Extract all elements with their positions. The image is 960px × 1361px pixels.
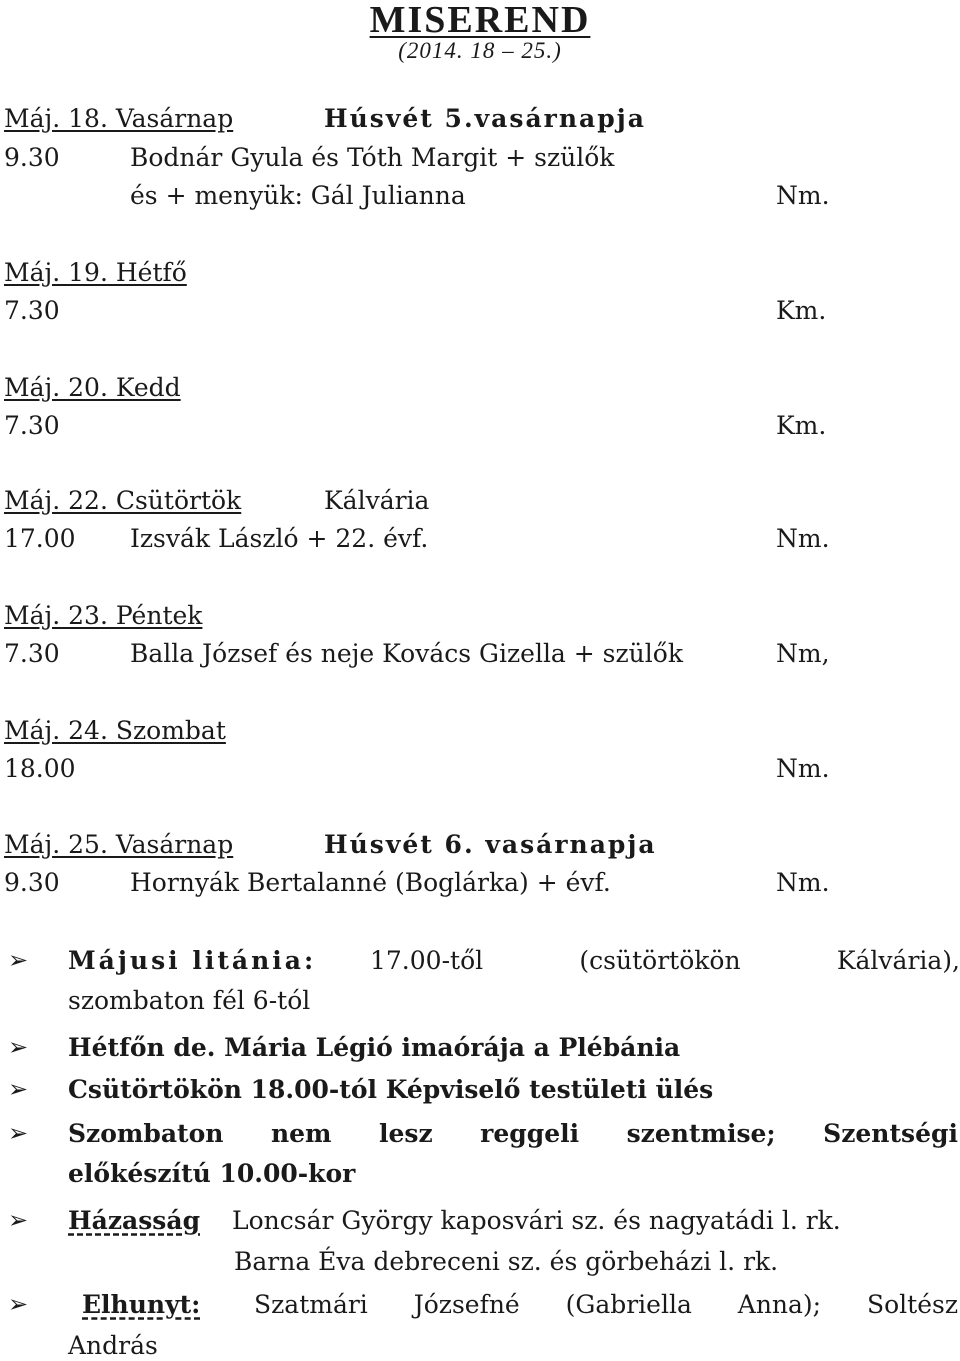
day-heading: Máj. 19. Hétfő <box>4 258 187 287</box>
day-heading: Máj. 24. Szombat <box>4 716 226 745</box>
mass-intention: Izsvák László + 22. évf. <box>130 524 429 553</box>
mass-place: Nm. <box>776 868 830 897</box>
page-title: MISEREND <box>369 0 591 41</box>
deceased-label: Elhunyt: <box>82 1290 201 1319</box>
mass-place: Nm, <box>776 639 830 668</box>
legio-announcement: Hétfőn de. Mária Légió imaórája a Plébánia <box>68 1033 681 1062</box>
saturday-continuation: előkészítú 10.00-kor <box>68 1159 356 1188</box>
mass-place: Nm. <box>776 181 830 210</box>
mass-place: Nm. <box>776 754 830 783</box>
mass-intention: Bodnár Gyula és Tóth Margit + szülők <box>130 143 615 172</box>
marriage-label: Házasság <box>68 1206 201 1235</box>
mass-place: Km. <box>776 296 827 325</box>
feast-label: Húsvét 6. vasárnapja <box>324 830 657 859</box>
arrow-bullet-icon: ➢ <box>8 1075 29 1103</box>
deceased-text: Szatmári Józsefné (Gabriella Anna); Soltész <box>254 1290 958 1319</box>
arrow-bullet-icon: ➢ <box>8 946 29 974</box>
marriage-couple-2: Barna Éva debreceni sz. és görbeházi l. rk. <box>234 1247 779 1276</box>
litany-label: Májusi litánia: <box>68 946 317 975</box>
mass-time: 7.30 <box>4 411 60 440</box>
marriage-couple-1: Loncsár György kaposvári sz. és nagyatádi l. rk. <box>232 1206 841 1235</box>
day-heading: Máj. 18. Vasárnap <box>4 104 234 133</box>
mass-intention: Hornyák Bertalanné (Boglárka) + évf. <box>130 868 611 897</box>
council-announcement: Csütörtökön 18.00-tól Képviselő testületi ülés <box>68 1075 714 1104</box>
arrow-bullet-icon: ➢ <box>8 1206 29 1234</box>
mass-time: 17.00 <box>4 524 76 553</box>
date-range: (2014. 18 – 25.) <box>398 38 562 63</box>
arrow-bullet-icon: ➢ <box>8 1033 29 1061</box>
mass-place: Km. <box>776 411 827 440</box>
feast-label: Kálvária <box>324 486 430 515</box>
day-heading: Máj. 23. Péntek <box>4 601 203 630</box>
day-heading: Máj. 22. Csütörtök <box>4 486 242 515</box>
mass-place: Nm. <box>776 524 830 553</box>
litany-continuation: szombaton fél 6-tól <box>68 986 311 1015</box>
arrow-bullet-icon: ➢ <box>8 1290 29 1318</box>
mass-time: 7.30 <box>4 639 60 668</box>
mass-time: 7.30 <box>4 296 60 325</box>
day-heading: Máj. 25. Vasárnap <box>4 830 234 859</box>
deceased-continuation: András <box>68 1331 158 1360</box>
mass-intention: és + menyük: Gál Julianna <box>130 181 466 210</box>
mass-time: 18.00 <box>4 754 76 783</box>
saturday-announcement: Szombaton nem lesz reggeli szentmise; Szentségi <box>68 1119 958 1148</box>
mass-time: 9.30 <box>4 868 60 897</box>
arrow-bullet-icon: ➢ <box>8 1119 29 1147</box>
mass-intention: Balla József és neje Kovács Gizella + szülők <box>130 639 683 668</box>
feast-label: Húsvét 5.vasárnapja <box>324 104 646 133</box>
day-heading: Máj. 20. Kedd <box>4 373 181 402</box>
litany-text: 17.00-től (csütörtökön Kálvária), <box>370 946 960 975</box>
mass-time: 9.30 <box>4 143 60 172</box>
